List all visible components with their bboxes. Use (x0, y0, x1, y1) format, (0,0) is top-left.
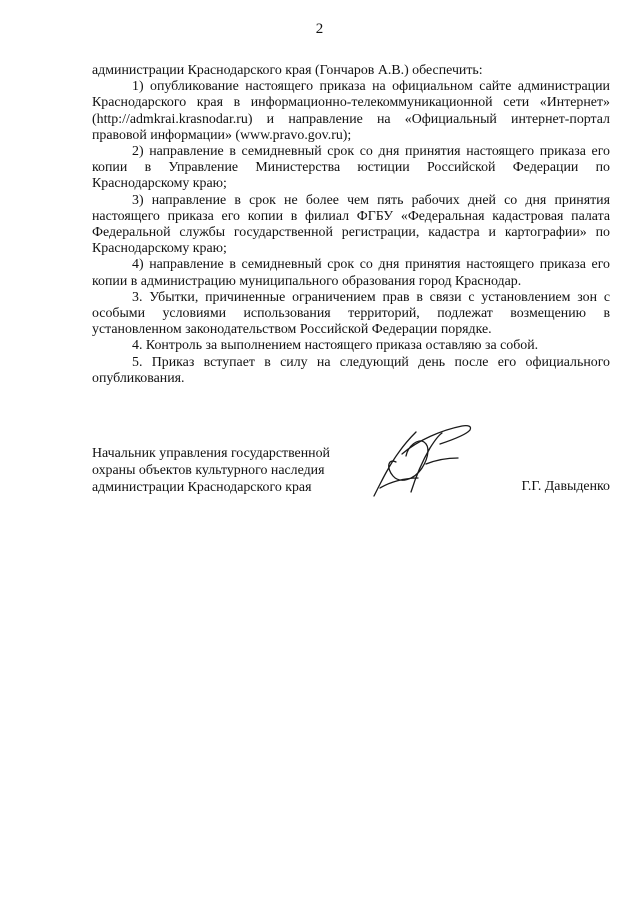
paragraph-item-3: 3) направление в срок не более чем пять рабочих дней со дня принятия настоящего приказа его копии в филиал ФГБУ «Федеральная кадастровая палата Федеральной службы государственной регистрации, кадастра и картографии» по Краснодарскому краю; (92, 192, 610, 257)
paragraph-item-2: 2) направление в семидневный срок со дня принятия настоящего приказа его копии в Управление Министерства юстиции Российской Федерации по Краснодарскому краю; (92, 144, 610, 192)
signatory-name: Г.Г. Давыденко (521, 479, 610, 494)
document-body (92, 63, 610, 387)
page-number: 2 (315, 21, 324, 37)
paragraph-clause-3: 3. Убытки, причиненные ограничением прав в связи с установлением зон с особыми условиями использования территорий, подлежат возмещению в установленном законодательством Российской Федерации порядке. (92, 289, 610, 338)
paragraph-continuation: администрации Краснодарского края (Гончаров А.В.) обеспечить: (92, 63, 483, 78)
paragraph-clause-4: 4. Контроль за выполнением настоящего приказа оставляю за собой. (132, 338, 539, 354)
signatory-position-line: администрации Краснодарского края (92, 479, 312, 495)
signatory-position-line: охраны объектов культурного наследия (92, 462, 325, 478)
signatory-position (92, 446, 330, 496)
paragraph-clause-5: 5. Приказ вступает в силу на следующий день после его официального опубликования. (92, 354, 610, 386)
handwritten-signature (366, 418, 476, 500)
signature-block (92, 446, 610, 506)
paragraph-item-1: 1) опубликование настоящего приказа на официальном сайте администрации Краснодарского края в информационно-телекоммуникационной сети «Интернет» (http://admkrai.krasnodar.ru) и направление на «Официальный интернет-портал правовой информации» (www.pravo.gov.ru); (92, 79, 610, 143)
signatory-position-line: Начальник управления государственной (92, 446, 330, 461)
paragraph-item-4: 4) направление в семидневный срок со дня принятия настоящего приказа его копии в администрацию муниципального образования город Краснодар. (92, 257, 610, 289)
